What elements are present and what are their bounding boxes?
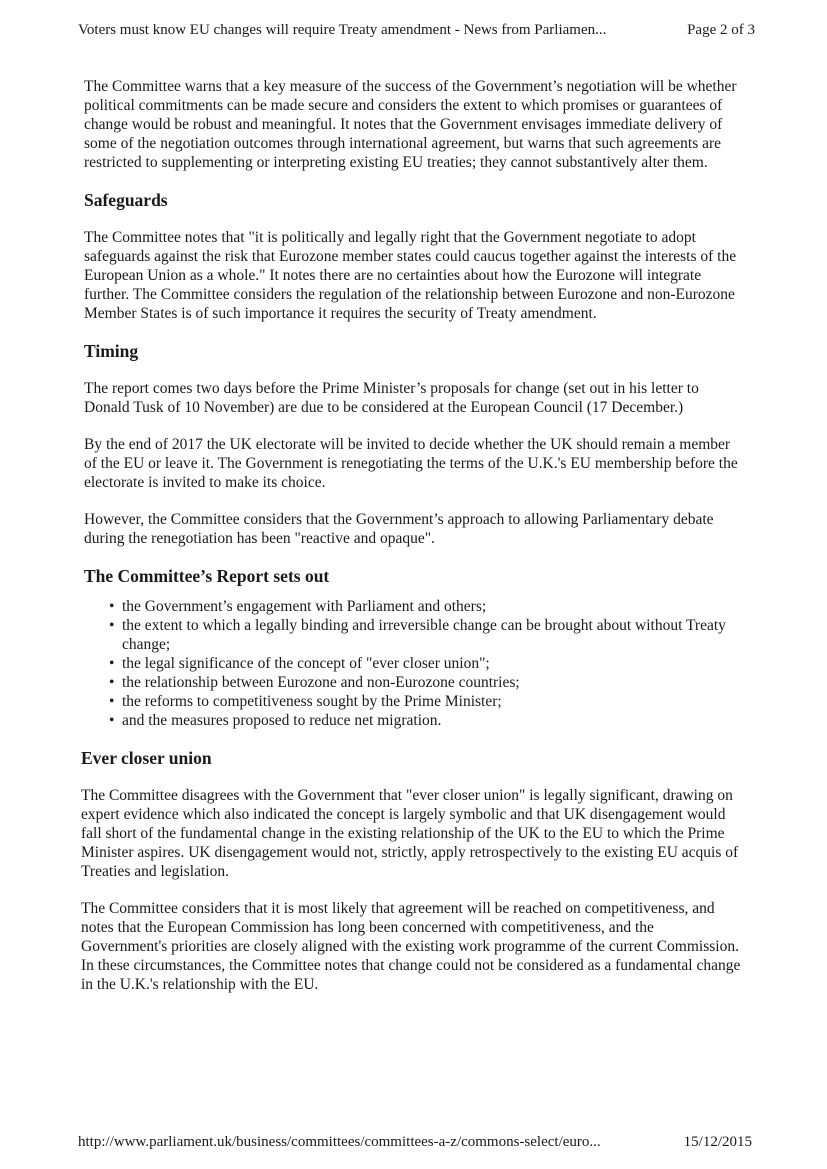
paragraph-timing-3: However, the Committee considers that the Government’s approach to allowing Parliamentary debate during the renegotiation has been "reactive and opaque".: [84, 511, 714, 547]
footer-url: http://www.parliament.uk/business/committees/committees-a-z/commons-select/euro...: [78, 1134, 601, 1150]
paragraph-union-1: The Committee disagrees with the Government that "ever closer union" is legally significant, drawing on expert evidence which also indicated the concept is largely symbolic and that UK disengagement would fall short of the fundamental change in the existing relationship of the UK to the EU to which the Prime Minister aspires. UK disengagement would not, strictly, apply retrospectively to the existing EU acquis of Treaties and legislation.: [81, 787, 739, 880]
heading-ever-closer-union: Ever closer union: [81, 748, 212, 768]
header-title: Voters must know EU changes will require Treaty amendment - News from Parliamen...: [78, 22, 607, 38]
list-item: • the relationship between Eurozone and non-Eurozone countries;: [122, 673, 744, 692]
list-item: • the reforms to competitiveness sought by the Prime Minister;: [122, 692, 744, 711]
print-header: [78, 20, 755, 40]
print-footer: [78, 1132, 752, 1152]
header-page-number: Page 2 of 3: [687, 22, 755, 38]
footer-date: 15/12/2015: [683, 1134, 752, 1150]
article-body: [81, 77, 744, 994]
heading-report: The Committee’s Report sets out: [84, 566, 330, 586]
list-item: • the extent to which a legally binding and irreversible change can be brought about without Treaty change;: [122, 616, 744, 654]
list-item: • the Government’s engagement with Parliament and others;: [122, 597, 744, 616]
paragraph-safeguards: The Committee notes that "it is politically and legally right that the Government negotiate to adopt safeguards against the risk that Eurozone member states could caucus together against the interests of the European Union as a whole." It notes there are no certainties about how the Eurozone will integrate further. The Committee considers the regulation of the relationship between Eurozone and non-Eurozone Member States is of such importance it requires the security of Treaty amendment.: [84, 229, 737, 322]
paragraph-intro: The Committee warns that a key measure of the success of the Government’s negotiation will be whether political commitments can be made secure and considers the extent to which promises or guarantees of change would be robust and meaningful. It notes that the Government envisages immediate delivery of some of the negotiation outcomes through international agreement, but warns that such agreements are restricted to supplementing or interpreting existing EU treaties; they cannot substantively alter them.: [84, 78, 737, 171]
heading-safeguards: Safeguards: [84, 190, 168, 210]
list-item: • and the measures proposed to reduce net migration.: [122, 711, 744, 730]
heading-timing: Timing: [84, 341, 139, 361]
list-item: • the legal significance of the concept of "ever closer union";: [122, 654, 744, 673]
paragraph-timing-2: By the end of 2017 the UK electorate will be invited to decide whether the UK should remain a member of the EU or leave it. The Government is renegotiating the terms of the U.K.'s EU membership before the electorate is invited to make its choice.: [84, 436, 738, 491]
paragraph-union-2: The Committee considers that it is most likely that agreement will be reached on competitiveness, and notes that the European Commission has long been concerned with competitiveness, and the Government's priorities are closely aligned with the existing work programme of the current Commission. In these circumstances, the Committee notes that change could not be considered as a fundamental change in the U.K.'s relationship with the EU.: [81, 900, 741, 993]
report-list: [84, 597, 744, 730]
paragraph-timing-1: The report comes two days before the Prime Minister’s proposals for change (set out in his letter to Donald Tusk of 10 November) are due to be considered at the European Council (17 December.): [84, 380, 699, 416]
